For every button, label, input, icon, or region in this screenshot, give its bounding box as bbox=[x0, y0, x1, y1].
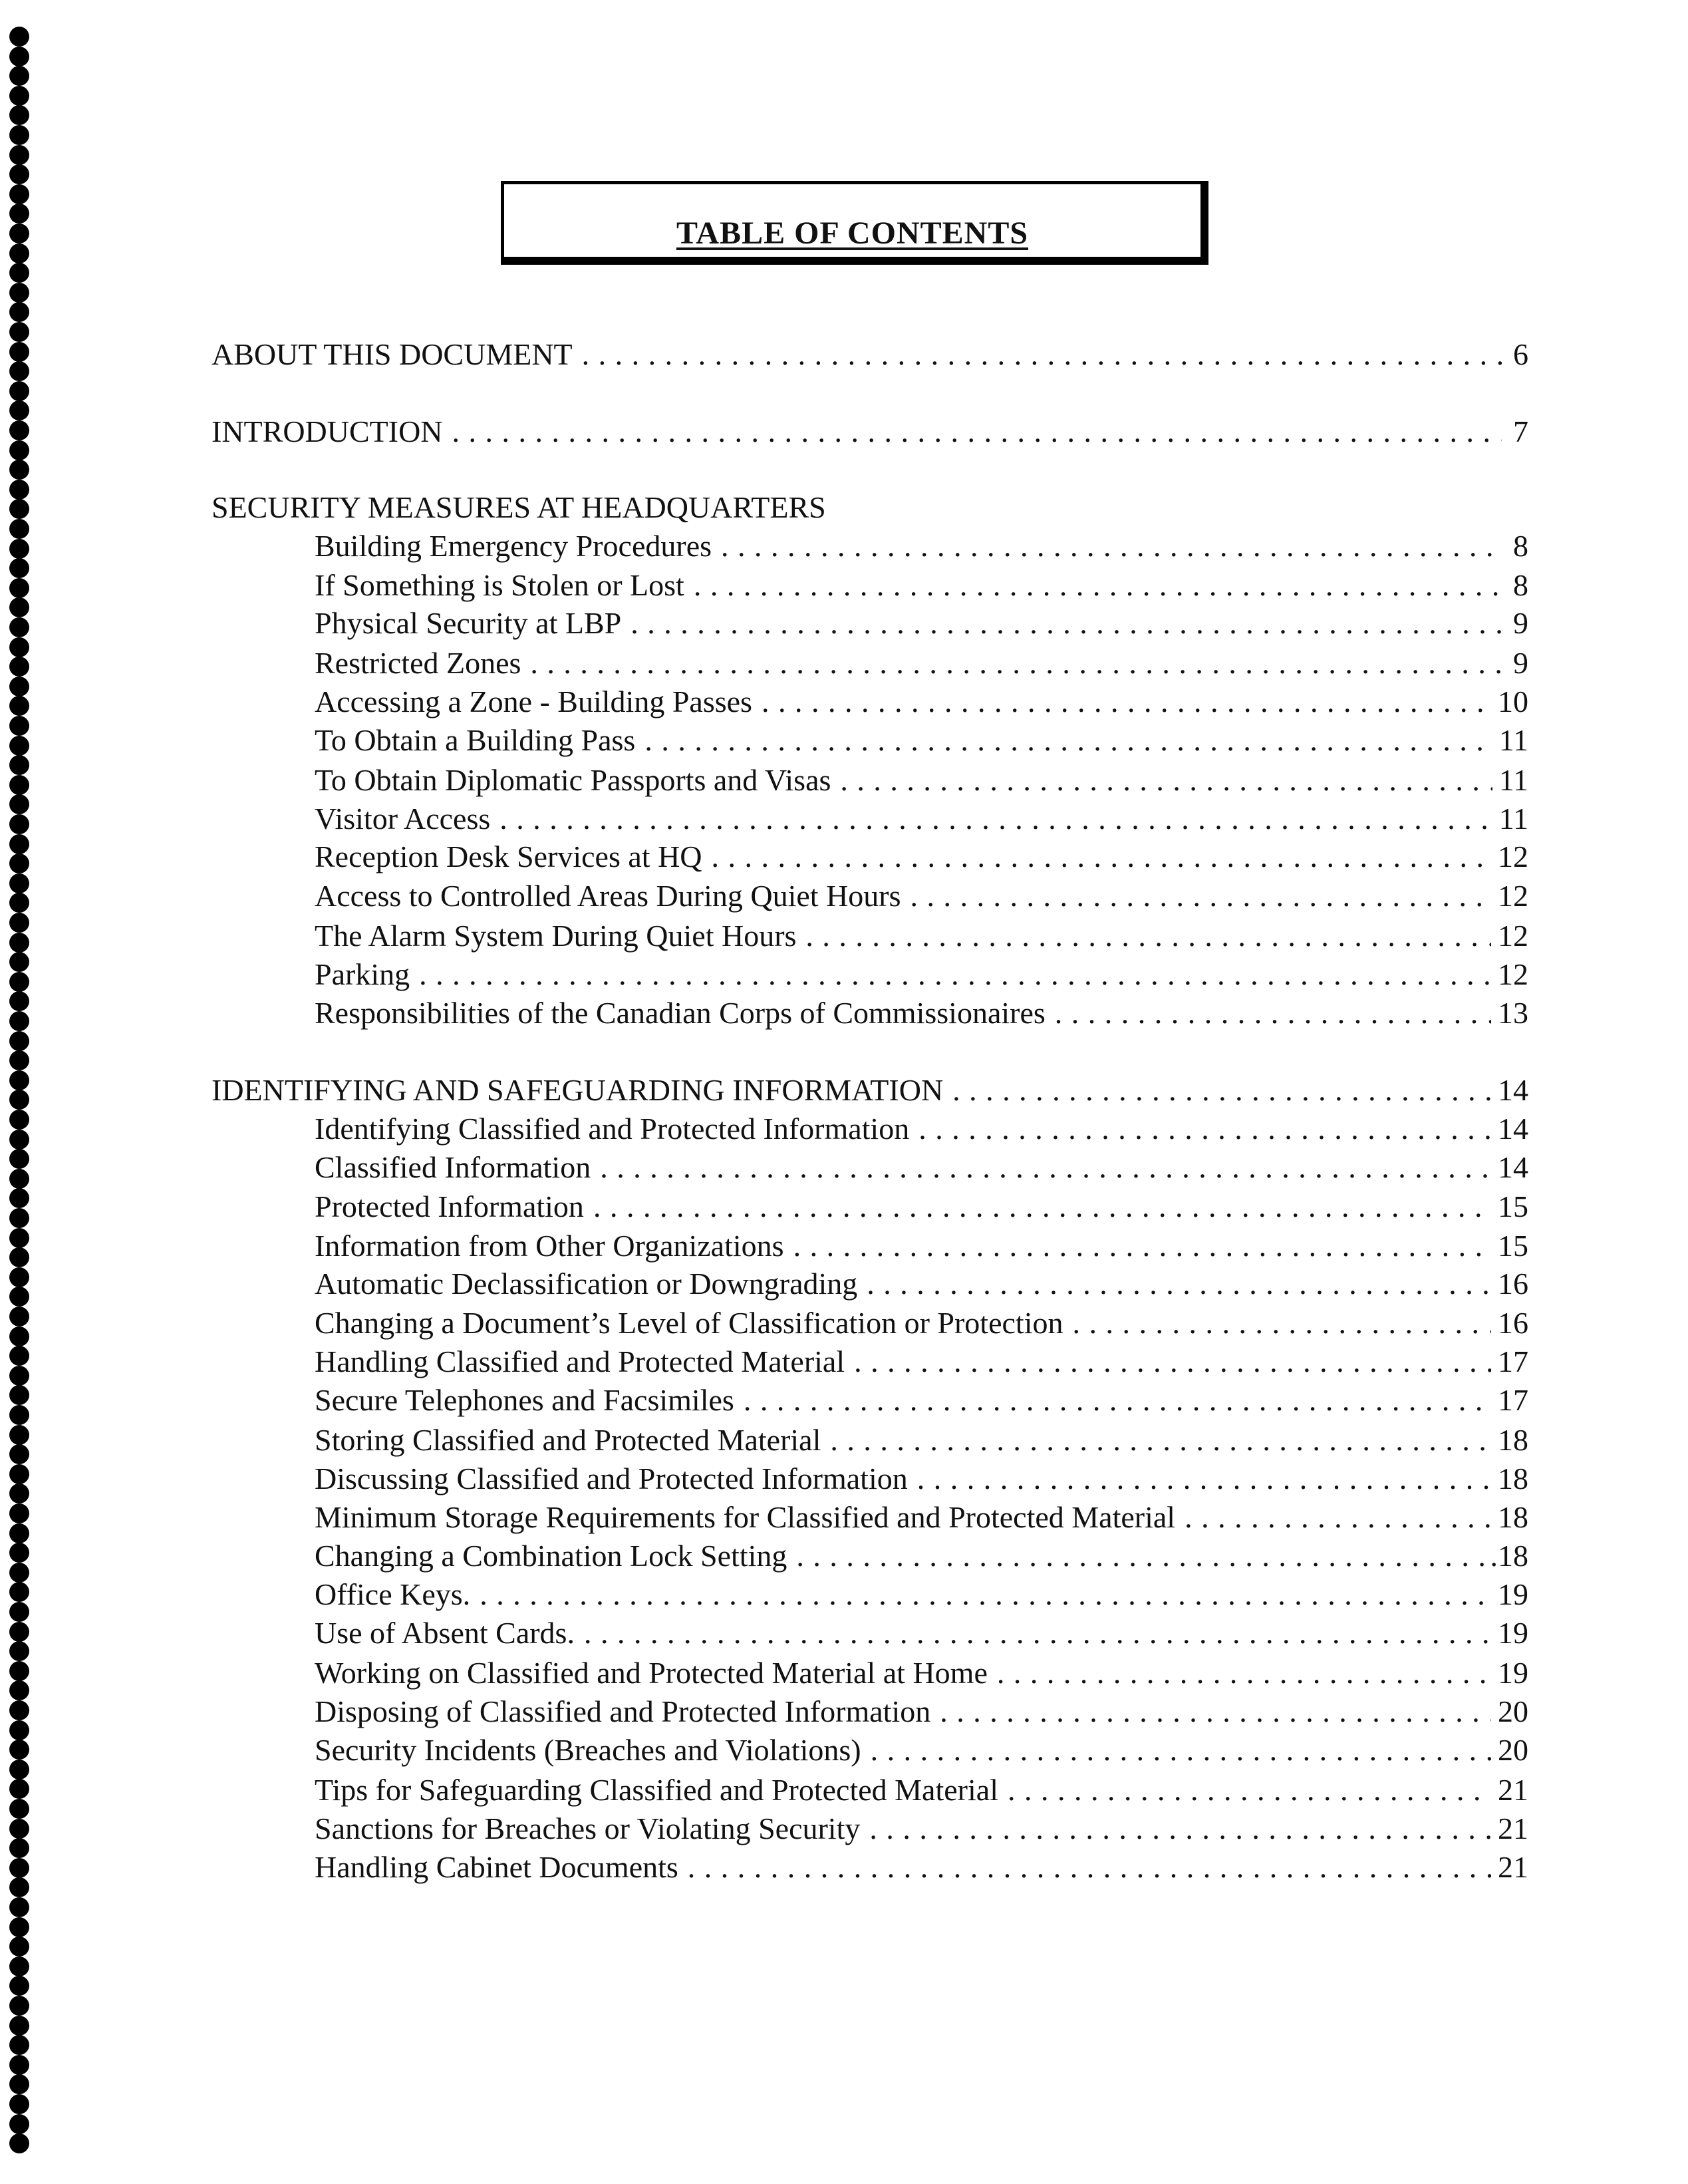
binding-hole bbox=[9, 1346, 29, 1366]
binding-hole bbox=[9, 1208, 29, 1228]
binding-hole bbox=[9, 736, 29, 756]
toc-page-number: 21 bbox=[1498, 1811, 1528, 1845]
binding-hole bbox=[9, 224, 29, 243]
toc-page-number: 14 bbox=[1498, 1112, 1528, 1146]
binding-hole bbox=[9, 480, 29, 500]
dot-leader bbox=[644, 722, 1492, 759]
toc-label: Protected Information bbox=[315, 1189, 584, 1223]
toc-page-number: 13 bbox=[1498, 996, 1528, 1030]
toc-subentry bbox=[315, 917, 1528, 955]
toc-subentry bbox=[315, 956, 1528, 993]
toc-page-number: 18 bbox=[1498, 1423, 1528, 1457]
toc-page-number: 12 bbox=[1498, 879, 1528, 913]
toc-label: Information from Other Organizations bbox=[315, 1229, 784, 1263]
binding-hole bbox=[9, 1523, 29, 1543]
binding-hole bbox=[9, 499, 29, 519]
toc-label: If Something is Stolen or Lost bbox=[315, 568, 684, 602]
toc-page-number: 20 bbox=[1498, 1694, 1528, 1728]
dot-leader bbox=[867, 1265, 1491, 1303]
dot-leader bbox=[1185, 1499, 1491, 1536]
dot-leader bbox=[452, 413, 1502, 450]
toc-page-number: 12 bbox=[1498, 840, 1528, 873]
toc-label: Classified Information bbox=[315, 1150, 591, 1184]
dot-leader bbox=[582, 336, 1502, 373]
toc-label: Access to Controlled Areas During Quiet Hours bbox=[315, 879, 901, 913]
dot-leader bbox=[600, 1149, 1491, 1186]
binding-hole bbox=[9, 164, 29, 184]
dot-leader bbox=[911, 877, 1491, 915]
toc-page-number: 16 bbox=[1498, 1267, 1528, 1301]
toc-label: Responsibilities of the Canadian Corps of Commissionaires bbox=[315, 996, 1046, 1030]
toc-label: The Alarm System During Quiet Hours bbox=[315, 919, 797, 953]
toc-label: Handling Classified and Protected Material bbox=[315, 1344, 845, 1378]
dot-leader bbox=[499, 800, 1492, 838]
binding-hole bbox=[9, 794, 29, 814]
binding-hole bbox=[9, 86, 29, 106]
toc-section bbox=[211, 489, 1528, 526]
binding-hole bbox=[9, 1680, 29, 1700]
binding-hole bbox=[9, 2094, 29, 2114]
dot-leader bbox=[480, 1576, 1491, 1613]
binding-hole bbox=[9, 1760, 29, 1780]
binding-hole bbox=[9, 1819, 29, 1839]
toc-page-number: 11 bbox=[1498, 763, 1528, 797]
binding-hole bbox=[9, 1838, 29, 1858]
toc-page-number: 12 bbox=[1498, 919, 1528, 953]
binding-hole bbox=[9, 145, 29, 165]
binding-hole bbox=[9, 696, 29, 716]
toc-label: Accessing a Zone - Building Passes bbox=[315, 685, 752, 718]
binding-hole bbox=[9, 460, 29, 480]
dot-leader bbox=[796, 1537, 1483, 1575]
toc-subentry bbox=[315, 1576, 1528, 1613]
binding-hole bbox=[9, 834, 29, 854]
toc-label: Secure Telephones and Facsimiles bbox=[315, 1383, 734, 1417]
binding-hole bbox=[9, 913, 29, 933]
toc-label: Changing a Document’s Level of Classification or Protection bbox=[315, 1306, 1063, 1340]
toc-label: Physical Security at LBP bbox=[315, 606, 622, 640]
binding-hole bbox=[9, 105, 29, 125]
toc-label: Restricted Zones bbox=[315, 646, 521, 680]
binding-hole bbox=[9, 755, 29, 775]
binding-hole bbox=[9, 519, 29, 539]
toc-label: Identifying Classified and Protected Information bbox=[315, 1112, 910, 1146]
toc-label: Tips for Safeguarding Classified and Protected Material bbox=[315, 1773, 998, 1807]
dot-leader bbox=[1055, 995, 1491, 1032]
toc-section bbox=[211, 413, 1528, 450]
toc-page-number: 8 bbox=[1513, 568, 1528, 602]
toc-subentry bbox=[315, 1810, 1528, 1847]
binding-hole bbox=[9, 1050, 29, 1070]
binding-hole bbox=[9, 597, 29, 617]
toc-subentry bbox=[315, 605, 1528, 642]
binding-hole bbox=[9, 2133, 29, 2153]
dot-leader bbox=[918, 1110, 1491, 1148]
toc-subentry bbox=[315, 1382, 1528, 1419]
toc-label: Reception Desk Services at HQ bbox=[315, 840, 702, 873]
toc-subentry bbox=[315, 762, 1528, 799]
toc-page-number: 20 bbox=[1498, 1733, 1528, 1767]
binding-hole bbox=[9, 2016, 29, 2036]
toc-subentry bbox=[315, 683, 1528, 720]
dot-leader bbox=[584, 1615, 1491, 1652]
toc-page-number: 19 bbox=[1498, 1656, 1528, 1690]
binding-hole bbox=[9, 1543, 29, 1563]
toc-label: Security Incidents (Breaches and Violations) bbox=[315, 1733, 861, 1767]
binding-hole bbox=[9, 1582, 29, 1602]
toc-page-number: 19 bbox=[1498, 1577, 1528, 1611]
binding-hole bbox=[9, 204, 29, 224]
binding-hole bbox=[9, 47, 29, 67]
dot-leader bbox=[840, 762, 1492, 799]
binding-hole bbox=[9, 854, 29, 873]
binding-hole bbox=[9, 1602, 29, 1622]
toc-section bbox=[211, 1072, 1528, 1109]
binding-hole bbox=[9, 1228, 29, 1248]
toc-page-number: .18 bbox=[1490, 1539, 1528, 1573]
dot-leader bbox=[805, 917, 1491, 955]
toc-subentry bbox=[315, 722, 1528, 759]
toc-subentry bbox=[315, 1265, 1528, 1303]
binding-hole bbox=[9, 952, 29, 972]
binding-hole bbox=[9, 302, 29, 322]
toc-label: Changing a Combination Lock Setting bbox=[315, 1539, 787, 1573]
toc-label: Parking bbox=[315, 957, 410, 991]
binding-hole bbox=[9, 539, 29, 559]
binding-hole bbox=[9, 2055, 29, 2075]
dot-leader bbox=[830, 1422, 1491, 1459]
toc-label: INTRODUCTION bbox=[211, 414, 443, 448]
toc-label: Building Emergency Procedures bbox=[315, 529, 712, 563]
binding-hole bbox=[9, 1149, 29, 1169]
toc-subentry bbox=[315, 645, 1528, 682]
toc-subentry bbox=[315, 1149, 1528, 1186]
binding-hole bbox=[9, 1996, 29, 2016]
binding-hole bbox=[9, 2114, 29, 2134]
toc-subentry bbox=[315, 1110, 1528, 1148]
binding-hole bbox=[9, 972, 29, 992]
binding-hole bbox=[9, 420, 29, 440]
binding-hole bbox=[9, 243, 29, 263]
binding-hole bbox=[9, 1897, 29, 1917]
binding-hole bbox=[9, 263, 29, 283]
toc-page-number: 10 bbox=[1498, 685, 1528, 718]
binding-hole bbox=[9, 125, 29, 145]
binding-hole bbox=[9, 361, 29, 381]
dot-leader bbox=[721, 528, 1502, 565]
toc-page-number: 16 bbox=[1498, 1306, 1528, 1340]
toc-section bbox=[211, 336, 1528, 373]
binding-hole bbox=[9, 66, 29, 86]
toc-page-number: 15 bbox=[1498, 1229, 1528, 1263]
binding-hole bbox=[9, 1937, 29, 1956]
toc-label: Office Keys. bbox=[315, 1577, 471, 1611]
binding-hole bbox=[9, 1779, 29, 1799]
dot-leader bbox=[952, 1072, 1491, 1109]
toc-label: Handling Cabinet Documents bbox=[315, 1850, 678, 1884]
toc-label: Visitor Access bbox=[315, 802, 491, 836]
binding-hole bbox=[9, 1287, 29, 1307]
binding-hole bbox=[9, 1444, 29, 1464]
toc-page-number: 14 bbox=[1498, 1150, 1528, 1184]
toc-label: IDENTIFYING AND SAFEGUARDING INFORMATION bbox=[211, 1073, 944, 1107]
dot-leader bbox=[854, 1343, 1491, 1380]
spiral-binding bbox=[5, 27, 32, 2184]
binding-hole bbox=[9, 1622, 29, 1642]
binding-hole bbox=[9, 1956, 29, 1976]
binding-hole bbox=[9, 184, 29, 204]
toc-page-number: 7 bbox=[1513, 414, 1528, 448]
binding-hole bbox=[9, 400, 29, 420]
binding-hole bbox=[9, 1720, 29, 1740]
toc-subentry bbox=[315, 1422, 1528, 1459]
binding-hole bbox=[9, 657, 29, 677]
dot-leader bbox=[762, 683, 1491, 720]
dot-leader bbox=[694, 567, 1502, 604]
toc-page-number: 17 bbox=[1498, 1383, 1528, 1417]
binding-hole bbox=[9, 1799, 29, 1819]
binding-hole bbox=[9, 1976, 29, 1996]
toc-label: To Obtain a Building Pass bbox=[315, 723, 636, 757]
toc-page-number: 8 bbox=[1513, 529, 1528, 563]
binding-hole bbox=[9, 1090, 29, 1110]
toc-subentry bbox=[315, 1188, 1528, 1225]
toc-label: Automatic Declassification or Downgrading bbox=[315, 1267, 858, 1301]
binding-hole bbox=[9, 716, 29, 736]
binding-hole bbox=[9, 1503, 29, 1523]
dot-leader bbox=[997, 1654, 1491, 1692]
binding-hole bbox=[9, 991, 29, 1011]
binding-hole bbox=[9, 1267, 29, 1287]
binding-hole bbox=[9, 1405, 29, 1425]
toc-subentry bbox=[315, 800, 1528, 838]
toc-page-number: 14 bbox=[1498, 1073, 1528, 1107]
dot-leader bbox=[917, 1460, 1491, 1497]
binding-hole bbox=[9, 1858, 29, 1878]
toc-page-number: 18 bbox=[1498, 1500, 1528, 1534]
binding-hole bbox=[9, 1740, 29, 1760]
binding-hole bbox=[9, 814, 29, 834]
toc-subentry bbox=[315, 1305, 1528, 1342]
binding-hole bbox=[9, 1247, 29, 1267]
toc-subentry bbox=[315, 995, 1528, 1032]
dot-leader bbox=[530, 645, 1502, 682]
binding-hole bbox=[9, 1110, 29, 1130]
toc-page-number: 17 bbox=[1498, 1344, 1528, 1378]
dot-leader bbox=[1008, 1772, 1491, 1809]
binding-hole bbox=[9, 342, 29, 362]
dot-leader bbox=[940, 1693, 1491, 1730]
binding-hole bbox=[9, 873, 29, 893]
toc-label: Disposing of Classified and Protected Information bbox=[315, 1694, 931, 1728]
toc-page-number: 11 bbox=[1498, 802, 1528, 836]
toc-label: Minimum Storage Requirements for Classified and Protected Material bbox=[315, 1500, 1176, 1534]
binding-hole bbox=[9, 1070, 29, 1090]
binding-hole bbox=[9, 1661, 29, 1681]
binding-hole bbox=[9, 775, 29, 795]
dot-leader bbox=[688, 1849, 1491, 1886]
binding-hole bbox=[9, 1483, 29, 1503]
binding-hole bbox=[9, 1326, 29, 1346]
toc-page-number: 9 bbox=[1513, 606, 1528, 640]
binding-hole bbox=[9, 322, 29, 342]
toc-page-number: 6 bbox=[1513, 337, 1528, 371]
binding-hole bbox=[9, 677, 29, 697]
binding-hole bbox=[9, 1307, 29, 1326]
toc-page-number: 11 bbox=[1498, 723, 1528, 757]
toc-page-number: 21 bbox=[1498, 1773, 1528, 1807]
toc-subentry bbox=[315, 1849, 1528, 1886]
toc-label: SECURITY MEASURES AT HEADQUARTERS bbox=[211, 490, 826, 524]
toc-page-number: 18 bbox=[1498, 1462, 1528, 1495]
binding-hole bbox=[9, 1464, 29, 1484]
toc-page-number: 21 bbox=[1498, 1850, 1528, 1884]
toc-subentry bbox=[315, 567, 1528, 604]
toc-label: Discussing Classified and Protected Information bbox=[315, 1462, 908, 1495]
toc-subentry bbox=[315, 1772, 1528, 1809]
toc-subentry bbox=[315, 528, 1528, 565]
binding-hole bbox=[9, 2035, 29, 2055]
binding-hole bbox=[9, 1130, 29, 1150]
toc-subentry bbox=[315, 877, 1528, 915]
binding-hole bbox=[9, 1877, 29, 1897]
toc-label: Use of Absent Cards. bbox=[315, 1616, 575, 1650]
toc-subentry bbox=[315, 838, 1528, 875]
toc-subentry bbox=[315, 1732, 1528, 1769]
dot-leader bbox=[593, 1188, 1491, 1225]
toc-page-number: 19 bbox=[1498, 1616, 1528, 1650]
dot-leader bbox=[869, 1810, 1491, 1847]
dot-leader bbox=[419, 956, 1491, 993]
toc-label: Working on Classified and Protected Material at Home bbox=[315, 1656, 988, 1690]
toc-subentry bbox=[315, 1615, 1528, 1652]
toc-label: Storing Classified and Protected Material bbox=[315, 1423, 821, 1457]
toc-page-number: 12 bbox=[1498, 957, 1528, 991]
binding-hole bbox=[9, 1700, 29, 1720]
dot-leader bbox=[1072, 1305, 1491, 1342]
toc-subentry bbox=[315, 1460, 1528, 1497]
toc-page-number: 15 bbox=[1498, 1189, 1528, 1223]
binding-hole bbox=[9, 1169, 29, 1189]
toc-label: Sanctions for Breaches or Violating Security bbox=[315, 1811, 861, 1845]
toc-subentry bbox=[315, 1227, 1528, 1265]
binding-hole bbox=[9, 558, 29, 578]
binding-hole bbox=[9, 893, 29, 913]
toc-subentry bbox=[315, 1537, 1528, 1575]
dot-leader bbox=[744, 1382, 1491, 1419]
page-title: TABLE OF CONTENTS bbox=[676, 216, 1029, 251]
binding-hole bbox=[9, 1917, 29, 1937]
binding-hole bbox=[9, 1385, 29, 1405]
binding-hole bbox=[9, 617, 29, 637]
binding-hole bbox=[9, 637, 29, 657]
binding-hole bbox=[9, 1563, 29, 1583]
dot-leader bbox=[793, 1227, 1491, 1265]
toc-subentry bbox=[315, 1693, 1528, 1730]
toc-label: To Obtain Diplomatic Passports and Visas bbox=[315, 763, 831, 797]
binding-hole bbox=[9, 1366, 29, 1386]
binding-hole bbox=[9, 2074, 29, 2094]
binding-hole bbox=[9, 1641, 29, 1661]
toc-subentry bbox=[315, 1654, 1528, 1692]
binding-hole bbox=[9, 1031, 29, 1051]
binding-hole bbox=[9, 933, 29, 953]
binding-hole bbox=[9, 578, 29, 598]
dot-leader bbox=[871, 1732, 1491, 1769]
dot-leader bbox=[712, 838, 1491, 875]
binding-hole bbox=[9, 1011, 29, 1031]
toc-subentry bbox=[315, 1343, 1528, 1380]
toc-label: ABOUT THIS DOCUMENT bbox=[211, 337, 573, 371]
binding-hole bbox=[9, 1425, 29, 1445]
binding-hole bbox=[9, 381, 29, 401]
binding-hole bbox=[9, 1188, 29, 1208]
binding-hole bbox=[9, 440, 29, 460]
toc-subentry bbox=[315, 1499, 1528, 1536]
binding-hole bbox=[9, 283, 29, 303]
title-box bbox=[501, 181, 1208, 265]
dot-leader bbox=[631, 605, 1502, 642]
toc-page-number: 9 bbox=[1513, 646, 1528, 680]
binding-hole bbox=[9, 27, 29, 47]
